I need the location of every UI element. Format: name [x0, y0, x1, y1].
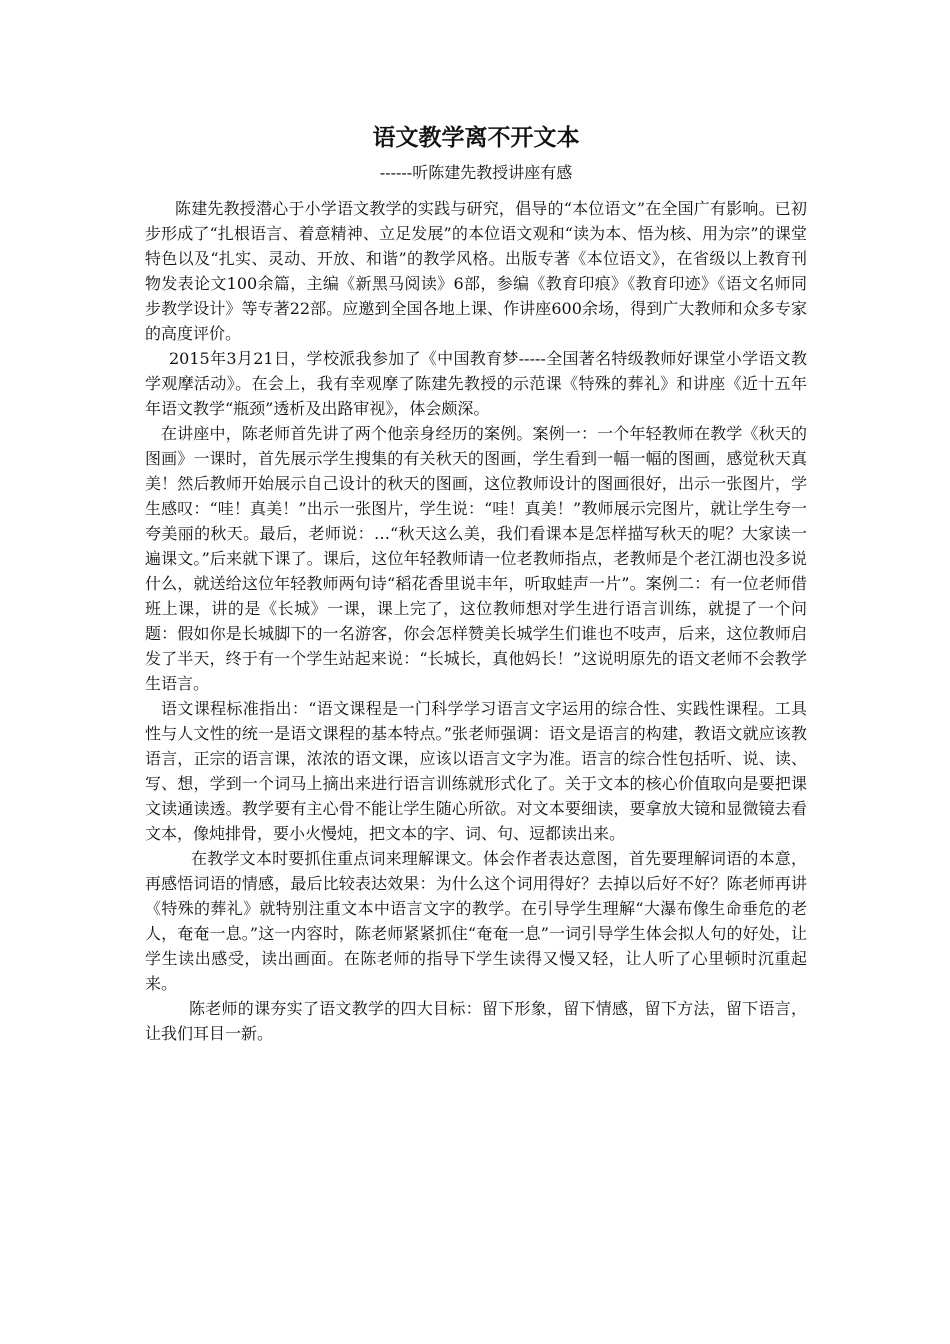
- paragraph-intro: 陈建先教授潜心于小学语文教学的实践与研究，倡导的“本位语文”在全国广有影响。已初步形成了“扎根语言、着意精神、立足发展”的本位语文观和“读为本、悟为核、用为宗”的课堂特色以及“扎实、灵动、开放、和谐”的教学风格。出版专著《本位语文》，在省级以上教育刊物发表论文100余篇，主编《新黑马阅读》6部，参编《教育印痕》《教育印迹》《语文名师同步教学设计》等专著22部。应邀到全国各地上课、作讲座600余场，得到广大教师和众多专家的高度评价。: [145, 199, 807, 343]
- paragraph-conclusion: 陈老师的课夯实了语文教学的四大目标：留下形象，留下情感，留下方法，留下语言，让我们耳目一新。: [145, 999, 807, 1043]
- document-title: 语文教学离不开文本: [372, 124, 580, 151]
- paragraph-standards: 语文课程标准指出：“语文课程是一门科学学习语言文字运用的综合性、实践性课程。工具性与人文性的统一是语文课程的基本特点。”张老师强调：语文是语言的构建，教语文就应该教语言，正宗的语言课，浓浓的语文课，应该以语言文字为准。语言的综合性包括听、说、读、写、想，学到一个词马上摘出来进行语言训练就形式化了。关于文本的核心价值取向是要把课文读通读透。教学要有主心骨不能让学生随心所欲。对文本要细读，要拿放大镜和显微镜去看文本，像炖排骨，要小火慢炖，把文本的字、词、句、逗都读出来。: [145, 699, 807, 843]
- paragraph-event: 2015年3月21日，学校派我参加了《中国教育梦-----全国著名特级教师好课堂小学语文教学观摩活动》。在会上，我有幸观摩了陈建先教授的示范课《特殊的葬礼》和讲座《近十五年年语文教学“瓶颈”透析及出路审视》，体会颇深。: [145, 349, 807, 418]
- document-page: [145, 118, 807, 1046]
- paragraph-keywords: 在教学文本时要抓住重点词来理解课文。体会作者表达意图，首先要理解词语的本意，再感悟词语的情感，最后比较表达效果：为什么这个词用得好？去掉以后好不好？陈老师再讲《特殊的葬礼》就特别注重文本中语言文字的教学。在引导学生理解“大瀑布像生命垂危的老人，奄奄一息。”这一内容时，陈老师紧紧抓住“奄奄一息”一词引导学生体会拟人句的好处，让学生读出感受，读出画面。在陈老师的指导下学生读得又慢又轻，让人听了心里顿时沉重起来。: [145, 849, 807, 993]
- document-subtitle: ------听陈建先教授讲座有感: [379, 163, 573, 182]
- paragraph-cases: 在讲座中，陈老师首先讲了两个他亲身经历的案例。案例一：一个年轻教师在教学《秋天的图画》一课时，首先展示学生搜集的有关秋天的图画，学生看到一幅一幅的图画，感觉秋天真美！然后教师开始展示自己设计的秋天的图画，这位教师设计的图画很好，出示一张图片，学生感叹：“哇！真美！”出示一张图片，学生说：“哇！真美！”教师展示完图片，就让学生夸一夸美丽的秋天。最后，老师说：…“秋天这么美，我们看课本是怎样描写秋天的呢？大家读一遍课文。”后来就下课了。课后，这位年轻教师请一位老教师指点，老教师是个老江湖也没多说什么，就送给这位年轻教师两句诗“稻花香里说丰年，听取蛙声一片”。案例二：有一位老师借班上课，讲的是《长城》一课，课上完了，这位教师想对学生进行语言训练，就提了一个问题：假如你是长城脚下的一名游客，你会怎样赞美长城学生们谁也不吱声，后来，这位教师启发了半天，终于有一个学生站起来说：“长城长，真他妈长！”这说明原先的语文老师不会教学生语言。: [145, 424, 807, 693]
